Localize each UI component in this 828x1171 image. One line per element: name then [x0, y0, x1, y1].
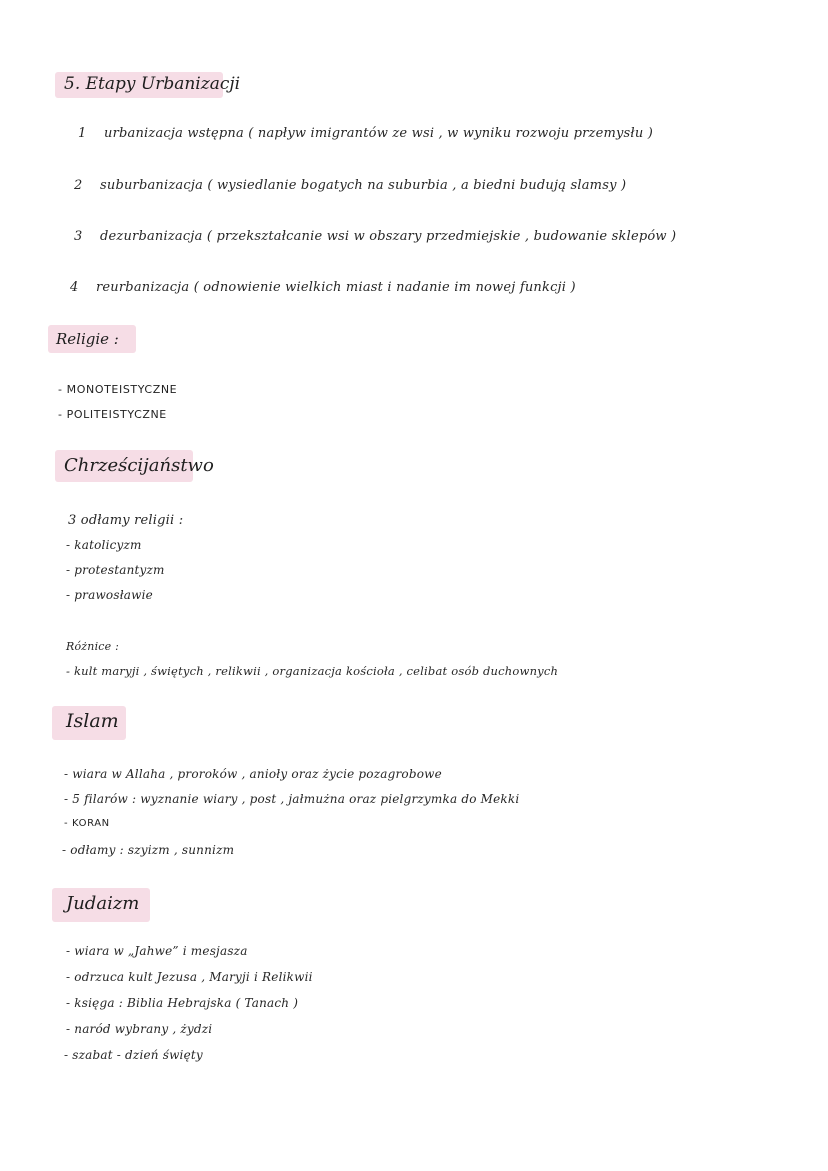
- stage-number: 4: [70, 280, 79, 295]
- islam-item: - KORAN: [64, 818, 110, 829]
- urbanization-stage-4: [70, 280, 576, 295]
- judaizm-item: - wiara w „Jahwe” i mesjasza: [66, 944, 248, 958]
- islam-title: Islam: [66, 710, 119, 732]
- urbanization-stage-3: [74, 229, 676, 244]
- religion-type-item: - MONOTEISTYCZNE: [58, 383, 178, 396]
- stage-text: reurbanizacja ( odnowienie wielkich miast i nadanie im nowej funkcji ): [96, 280, 576, 295]
- roznice-text: - kult maryji , świętych , relikwii , organizacja kościoła , celibat osób duchownych: [66, 664, 559, 678]
- roznice-label: Różnice :: [66, 640, 119, 653]
- chrzescijanstwo-title: Chrześcijaństwo: [64, 455, 214, 476]
- judaizm-item: - szabat - dzień święty: [64, 1048, 203, 1062]
- denomination-item: - protestantyzm: [66, 563, 165, 577]
- judaizm-item: - księga : Biblia Hebrajska ( Tanach ): [66, 996, 299, 1010]
- stage-text: urbanizacja wstępna ( napływ imigrantów ze wsi , w wyniku rozwoju przemysłu ): [104, 126, 654, 141]
- chrzescijanstwo-intro: 3 odłamy religii :: [68, 513, 184, 528]
- judaizm-item: - naród wybrany , żydzi: [66, 1022, 213, 1036]
- islam-item: - 5 filarów : wyznanie wiary , post , jałmużna oraz pielgrzymka do Mekki: [64, 792, 520, 806]
- urbanization-stage-2: [74, 178, 626, 193]
- islam-item: - odłamy : szyizm , sunnizm: [62, 843, 235, 857]
- religie-title: Religie :: [56, 330, 119, 348]
- islam-item: - wiara w Allaha , proroków , anioły oraz życie pozagrobowe: [64, 767, 442, 781]
- stage-number: 3: [74, 229, 83, 244]
- section5-title: 5. Etapy Urbanizacji: [64, 74, 241, 94]
- denomination-item: - prawosławie: [66, 588, 153, 602]
- stage-number: 1: [78, 126, 87, 141]
- stage-text: suburbanizacja ( wysiedlanie bogatych na suburbia , a biedni budują slamsy ): [100, 178, 627, 193]
- urbanization-stage-1: [78, 126, 653, 141]
- religion-type-item: - POLITEISTYCZNE: [58, 408, 167, 421]
- stage-number: 2: [74, 178, 83, 193]
- denomination-item: - katolicyzm: [66, 538, 142, 552]
- judaizm-item: - odrzuca kult Jezusa , Maryji i Relikwii: [66, 970, 313, 984]
- stage-text: dezurbanizacja ( przekształcanie wsi w obszary przedmiejskie , budowanie sklepów ): [100, 229, 677, 244]
- judaizm-title: Judaizm: [66, 893, 140, 914]
